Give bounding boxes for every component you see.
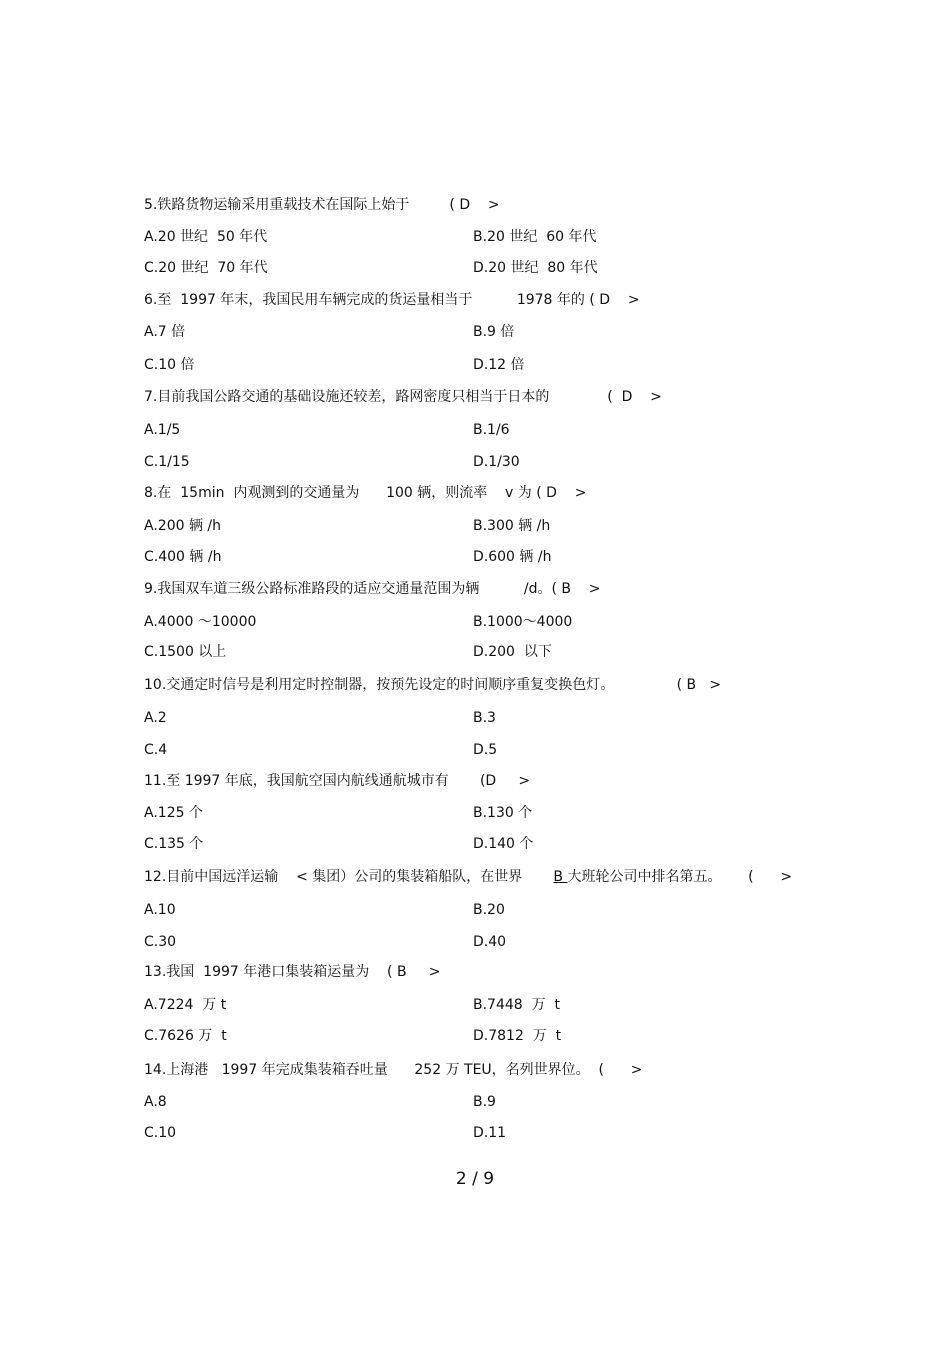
question-9-option-d: D.200 以下 [473, 644, 552, 660]
question-12-option-d: D.40 [473, 934, 507, 950]
question-14-option-a: A.8 [144, 1094, 167, 1110]
question-6-option-b: B.9 倍 [473, 324, 515, 340]
question-13-option-b: B.7448 万 t [473, 997, 560, 1013]
question-8-option-c: C.400 辆 /h [144, 549, 222, 565]
question-14-option-b: B.9 [473, 1094, 496, 1110]
question-12-option-a: A.10 [144, 902, 176, 918]
question-13-stem: 13.我国 1997 年港口集装箱运量为 ( B > [144, 964, 441, 980]
question-8-option-b: B.300 辆 /h [473, 518, 551, 534]
question-14-option-d: D.11 [473, 1125, 507, 1141]
question-5-option-a: A.20 世纪 50 年代 [144, 229, 268, 245]
question-10-stem: 10.交通定时信号是利用定时控制器，按预先设定的时间顺序重复变换色灯。 ( B > [144, 677, 722, 693]
question-11-stem: 11.至 1997 年底，我国航空国内航线通航城市有 (D > [144, 773, 531, 789]
question-13-option-a: A.7224 万 t [144, 997, 227, 1013]
question-6-option-d: D.12 倍 [473, 357, 525, 373]
question-14-option-c: C.10 [144, 1125, 177, 1141]
question-13-option-d: D.7812 万 t [473, 1028, 562, 1044]
question-11-option-a: A.125 个 [144, 805, 203, 821]
question-8-option-a: A.200 辆 /h [144, 518, 221, 534]
question-7-option-d: D.1/30 [473, 454, 520, 470]
question-8-option-d: D.600 辆 /h [473, 549, 552, 565]
question-10-option-d: D.5 [473, 742, 498, 758]
question-13-option-c: C.7626 万 t [144, 1028, 227, 1044]
question-6-option-a: A.7 倍 [144, 324, 186, 340]
question-12-stem-part-2: 大班轮公司中排名第五。 ( > [567, 869, 793, 885]
question-11-option-c: C.135 个 [144, 836, 204, 852]
question-11-option-d: D.140 个 [473, 836, 534, 852]
question-11-option-b: B.130 个 [473, 805, 533, 821]
question-7-stem: 7.目前我国公路交通的基础设施还较差，路网密度只相当于日本的 ( D > [144, 389, 662, 405]
question-8-stem: 8.在 15min 内观测到的交通量为 100 辆，则流率 v 为 ( D > [144, 485, 587, 501]
question-5-option-b: B.20 世纪 60 年代 [473, 229, 597, 245]
question-10-option-b: B.3 [473, 710, 496, 726]
question-14-stem: 14.上海港 1997 年完成集装箱吞吐量 252 万 TEU，名列世界位。 ( > [144, 1062, 643, 1078]
question-12-option-c: C.30 [144, 934, 177, 950]
question-6-stem: 6.至 1997 年末，我国民用车辆完成的货运量相当于 1978 年的 ( D > [144, 292, 640, 308]
question-12-option-b: B.20 [473, 902, 505, 918]
question-5-option-c: C.20 世纪 70 年代 [144, 260, 268, 276]
question-9-option-b: B.1000～4000 [473, 614, 573, 630]
question-12-stem [144, 868, 792, 886]
question-10-option-a: A.2 [144, 710, 167, 726]
question-9-option-a: A.4000 ～10000 [144, 614, 257, 630]
question-9-stem: 9.我国双车道三级公路标准路段的适应交通量范围为辆 /d。( B > [144, 581, 601, 597]
question-7-option-c: C.1/15 [144, 454, 190, 470]
question-5-stem: 5.铁路货物运输采用重载技术在国际上始于 ( D > [144, 197, 500, 213]
question-7-option-b: B.1/6 [473, 422, 510, 438]
question-12-stem-part-1: 12.目前中国远洋运输 < 集团）公司的集装箱船队，在世界 [144, 869, 554, 885]
question-6-option-c: C.10 倍 [144, 357, 195, 373]
question-10-option-c: C.4 [144, 742, 168, 758]
question-9-option-c: C.1500 以上 [144, 644, 227, 660]
page-number: 2 / 9 [455, 1169, 495, 1189]
question-12-answer-underlined: B [553, 869, 568, 885]
question-7-option-a: A.1/5 [144, 422, 181, 438]
question-5-option-d: D.20 世纪 80 年代 [473, 260, 598, 276]
